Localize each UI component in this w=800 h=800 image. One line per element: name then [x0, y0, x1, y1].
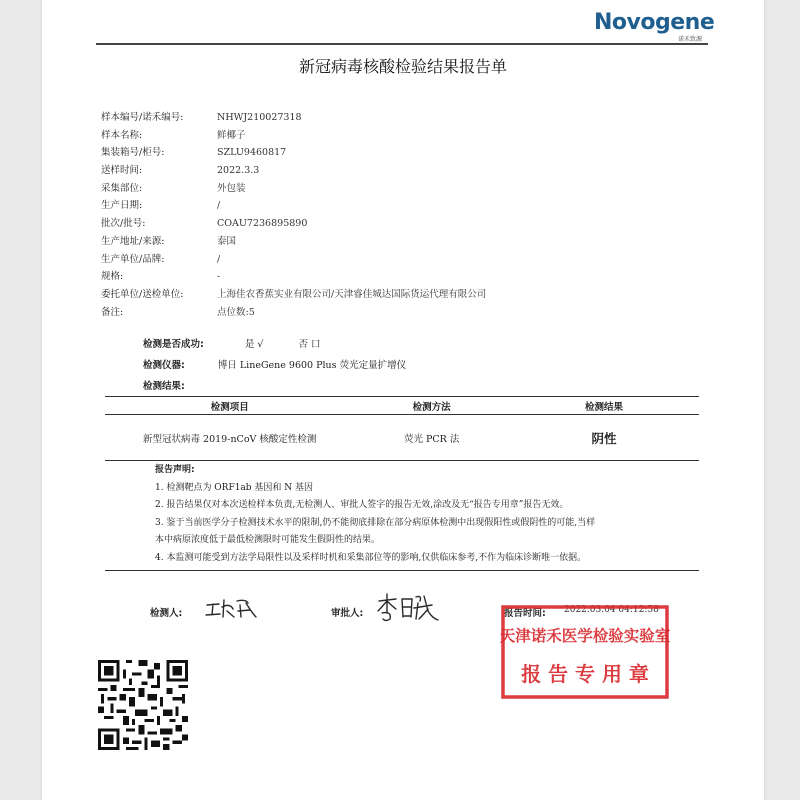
info-value: 点位数:5: [217, 306, 255, 318]
header-rule: [96, 43, 708, 45]
info-label: 送样时间:: [101, 165, 143, 177]
info-value: 2022.3.3: [217, 165, 260, 177]
info-row: [101, 180, 701, 198]
success-label: 检测是否成功:: [143, 339, 204, 350]
official-stamp: [500, 604, 670, 700]
report-title: 新冠病毒核酸检验结果报告单: [298, 57, 507, 76]
info-row: [101, 215, 701, 233]
declaration-heading: 报告声明:: [155, 465, 195, 475]
info-label: 委托单位/送检单位:: [101, 288, 184, 300]
info-row: [101, 197, 701, 215]
info-row: [101, 144, 701, 162]
info-label: 生产地址/来源:: [101, 235, 165, 247]
info-row: [101, 268, 701, 286]
header-result: 检测结果: [509, 397, 699, 415]
success-no-checkbox: 否 口: [298, 339, 321, 350]
info-label: 备注:: [101, 306, 124, 318]
info-value: NHWJ210027318: [217, 112, 302, 123]
info-label: 批次/批号:: [101, 218, 146, 230]
result-summary: [143, 334, 663, 397]
info-row: [101, 251, 701, 269]
cell-method: 荧光 PCR 法: [354, 415, 508, 461]
instrument-value: 博日 LineGene 9600 Plus 荧光定量扩增仪: [217, 360, 407, 371]
info-label: 样本编号/诺禾编号:: [101, 112, 184, 123]
approver-signature: [376, 591, 440, 625]
cell-result: 阴性: [509, 415, 699, 461]
logo-subtext: 诺禾致源: [677, 36, 702, 43]
declaration-item: 1. 检测靶点为 ORF1ab 基因和 N 基因: [155, 482, 314, 493]
info-row: [101, 304, 701, 322]
cell-item: 新型冠状病毒 2019-nCoV 核酸定性检测: [105, 415, 354, 461]
header-item: 检测项目: [105, 397, 354, 415]
result-label: 检测结果:: [143, 381, 185, 392]
qr-code: [98, 660, 188, 750]
info-row: [101, 127, 701, 145]
info-label: 生产日期:: [101, 200, 143, 212]
info-value: COAU7236895890: [217, 218, 308, 230]
info-row: [101, 109, 701, 127]
info-row: [101, 233, 701, 251]
report-time-label: 报告时间:: [504, 608, 546, 619]
report-declaration: [105, 462, 699, 571]
info-row: [101, 162, 701, 180]
result-table: [105, 396, 699, 461]
info-row: [101, 286, 701, 304]
info-value: 上海佳农香蕉实业有限公司/天津睿佳城达国际货运代理有限公司: [217, 288, 487, 300]
table-header-row: [105, 397, 699, 415]
header-method: 检测方法: [354, 397, 508, 415]
declaration-item: 本中病原浓度低于最低检测限时可能发生假阴性的结果。: [155, 535, 381, 546]
info-label: 规格:: [101, 271, 124, 283]
declaration-item: 2. 报告结果仅对本次送检样本负责,无检测人、审批人签字的报告无效,涂改及无“报告专用章”报告无效。: [155, 500, 569, 511]
declaration-item: 3. 鉴于当前医学分子检测技术水平的限制,仍不能彻底排除在部分病原体检测中出现假阳性或假阴性的可能,当样: [155, 517, 596, 528]
brand-logo: [594, 10, 715, 44]
declaration-item: 4. 本监测可能受到方法学局限性以及采样时机和采集部位等的影响,仅供临床参考,不作为临床诊断唯一依据。: [155, 552, 587, 563]
approver-label: 审批人:: [331, 608, 364, 619]
info-label: 样本名称:: [101, 129, 143, 141]
info-value: 泰国: [217, 235, 237, 247]
report-time-value: 2022.03.04 04:12:58: [564, 605, 659, 615]
report-sheet: [42, 0, 764, 800]
sample-info: [101, 109, 701, 321]
info-value: 外包装: [217, 182, 246, 194]
info-label: 集装箱号/柜号:: [101, 147, 165, 159]
success-yes-checkbox: 是 √: [244, 339, 264, 350]
stamp-line2: 报 告 专 用 章: [521, 662, 649, 686]
info-label: 生产单位/品牌:: [101, 253, 165, 265]
table-row: [105, 415, 699, 461]
info-value: -: [217, 271, 221, 283]
tester-label: 检测人:: [150, 608, 183, 619]
info-label: 采集部位:: [101, 182, 143, 194]
logo-text: Novogene: [594, 10, 715, 35]
tester-signature: [204, 593, 258, 621]
instrument-label: 检测仪器:: [143, 360, 185, 371]
info-value: /: [217, 253, 221, 265]
stamp-line1: 天津诺禾医学检验实验室: [500, 626, 670, 645]
info-value: 鲜椰子: [217, 129, 246, 141]
info-value: SZLU9460817: [217, 147, 287, 159]
info-value: /: [217, 200, 221, 212]
